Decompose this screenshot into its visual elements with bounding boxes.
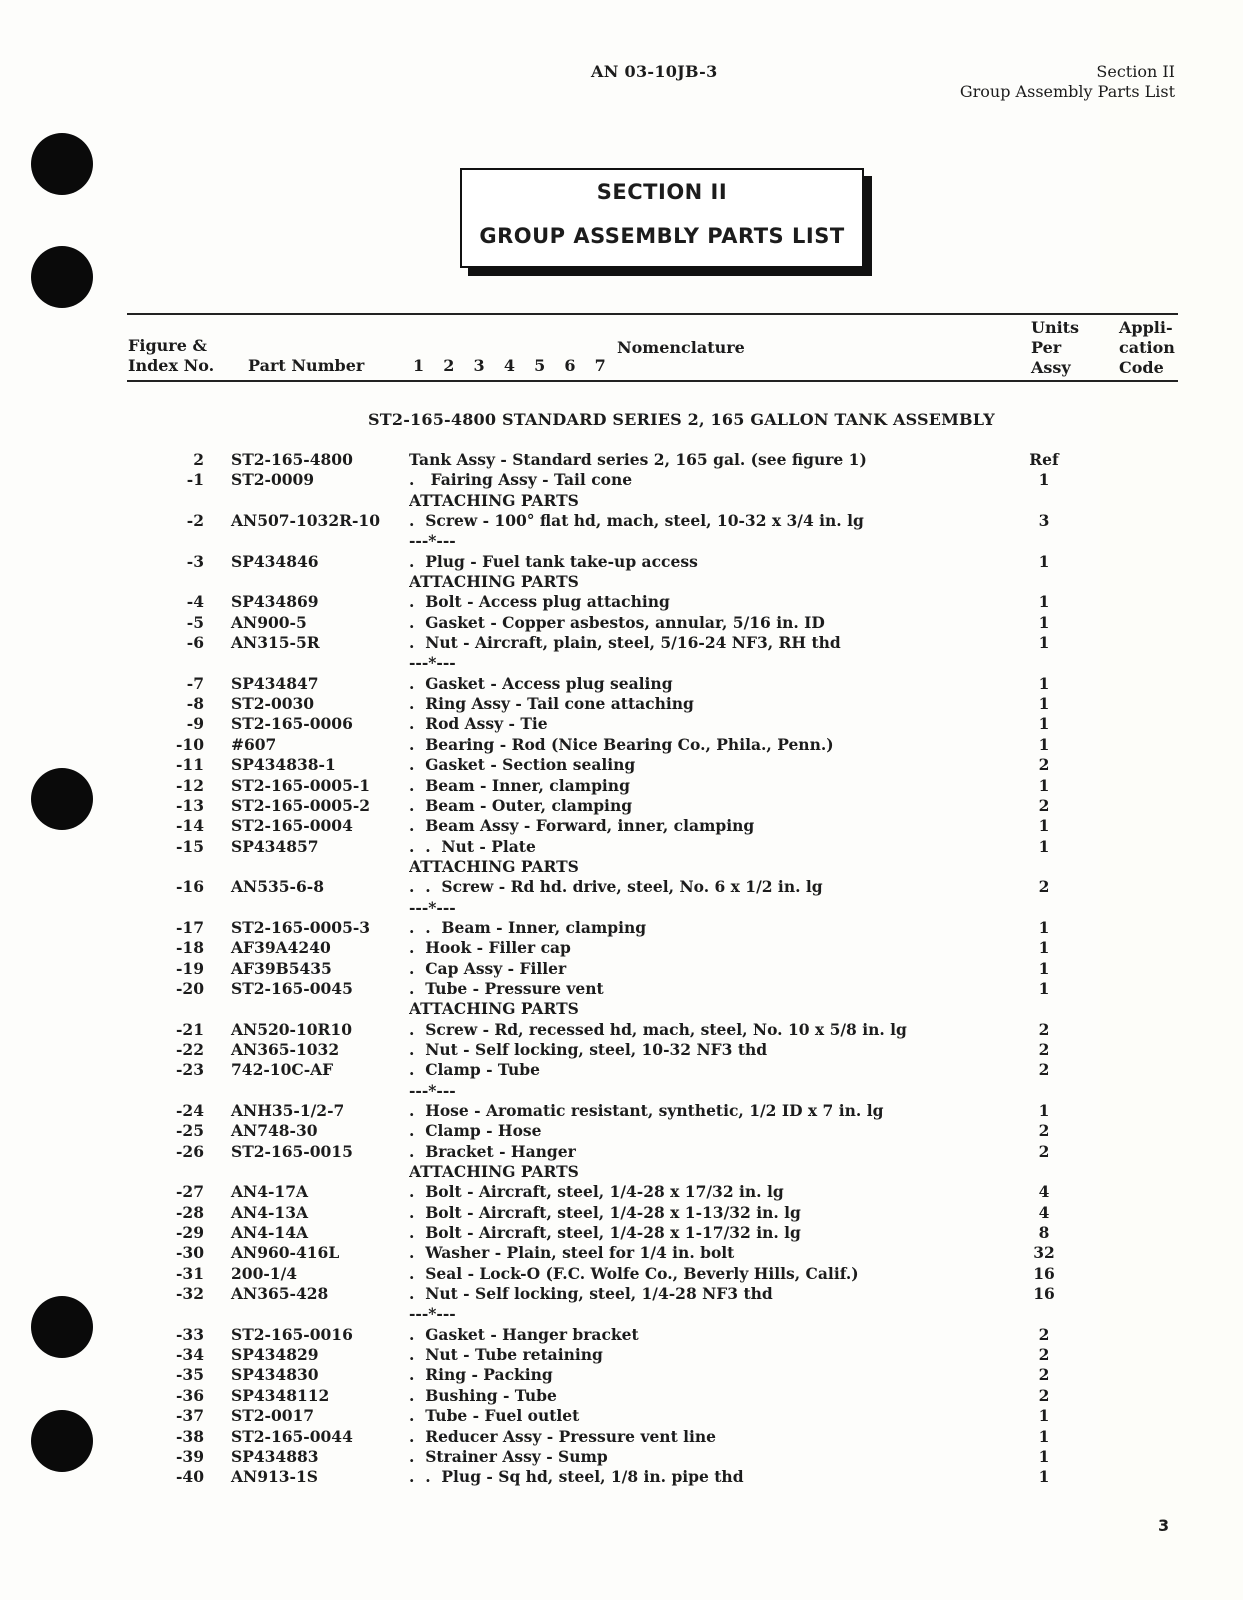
part-number: SP434857 <box>231 836 319 856</box>
table-row <box>0 714 1243 734</box>
index-number: -35 <box>175 1365 204 1385</box>
table-row <box>0 1345 1243 1365</box>
nomenclature: ---*--- <box>409 897 456 917</box>
table-row <box>0 633 1243 653</box>
binder-hole-2 <box>31 246 93 308</box>
table-row <box>0 1223 1243 1243</box>
nomenclature: . Tube - Fuel outlet . . . <box>409 1406 994 1426</box>
part-number: 200-1/4 <box>231 1263 298 1283</box>
attaching-parts-separator <box>0 898 1243 918</box>
table-row <box>0 1121 1243 1141</box>
table-row <box>0 1365 1243 1385</box>
table-row <box>0 938 1243 958</box>
nomenclature: . Gasket - Access plug sealing . . . <box>409 674 994 694</box>
nomenclature: . Bushing - Tube . . . <box>409 1386 994 1406</box>
attaching-parts-separator <box>0 653 1243 673</box>
part-number: ST2-165-0016 <box>231 1324 353 1344</box>
nomenclature: . Nut - Aircraft, plain, steel, 5/16-24 NF3, RH thd . . . <box>409 633 994 653</box>
nomenclature: . Nut - Tube retaining . . . <box>409 1345 994 1365</box>
nomenclature: . Tube - Pressure vent . . . <box>409 979 994 999</box>
units-per-assy: 16 <box>1033 1284 1055 1304</box>
nomenclature: . Reducer Assy - Pressure vent line . . . <box>409 1427 994 1447</box>
nomenclature: . Bolt - Access plug attaching . . . <box>409 592 994 612</box>
nomenclature: . Clamp - Tube . . . <box>409 1060 994 1080</box>
section-title-box <box>460 168 864 268</box>
units-per-assy: 2 <box>1038 1121 1050 1141</box>
table-row <box>0 1447 1243 1467</box>
index-number: -1 <box>186 470 204 490</box>
index-number: -37 <box>175 1406 204 1426</box>
attaching-parts-separator <box>0 531 1243 551</box>
table-row <box>0 1142 1243 1162</box>
units-per-assy: 1 <box>1038 1467 1050 1487</box>
part-number: ST2-0009 <box>231 470 315 490</box>
nomenclature: . Fairing Assy - Tail cone . . . <box>409 470 994 490</box>
index-number: -40 <box>175 1467 204 1487</box>
index-number: -29 <box>175 1223 204 1243</box>
nomenclature: ATTACHING PARTS <box>409 999 579 1019</box>
units-per-assy: 32 <box>1033 1243 1055 1263</box>
index-number: -6 <box>186 633 204 653</box>
table-row <box>0 1284 1243 1304</box>
nomenclature: ATTACHING PARTS <box>409 490 579 510</box>
table-row <box>0 694 1243 714</box>
table-row <box>0 1182 1243 1202</box>
page-number: 3 <box>1158 1516 1170 1535</box>
nomenclature: . Bracket - Hanger . . . <box>409 1142 994 1162</box>
table-top-rule <box>127 313 1178 315</box>
index-number: -27 <box>175 1182 204 1202</box>
units-per-assy: 1 <box>1038 714 1050 734</box>
part-number: ANH35-1/2-7 <box>231 1101 345 1120</box>
nomenclature: ---*--- <box>409 653 456 673</box>
nomenclature: . Ring - Packing . . . <box>409 1365 994 1385</box>
assembly-title: ST2-165-4800 STANDARD SERIES 2, 165 GALLON TANK ASSEMBLY <box>368 410 995 429</box>
nomenclature: . Gasket - Copper asbestos, annular, 5/16 in. ID . . . <box>409 613 994 633</box>
index-number: -11 <box>175 755 204 775</box>
part-number: AN913-1S <box>231 1467 318 1487</box>
units-per-assy: 1 <box>1038 633 1050 653</box>
index-number: 2 <box>193 450 204 469</box>
nomenclature: ---*--- <box>409 1080 456 1100</box>
nomenclature: . Strainer Assy - Sump . . . <box>409 1447 994 1467</box>
index-number: -24 <box>175 1101 204 1120</box>
table-row <box>0 592 1243 612</box>
units-per-assy: 4 <box>1038 1182 1050 1202</box>
part-number: AN900-5 <box>231 612 307 632</box>
part-number: SP434829 <box>231 1345 319 1365</box>
nomenclature: . . Screw - Rd hd. drive, steel, No. 6 x 1/2 in. lg . . . <box>409 877 994 897</box>
units-per-assy: 1 <box>1038 1446 1050 1466</box>
units-per-assy: 2 <box>1038 1039 1050 1059</box>
part-number: ST2-165-0005-3 <box>231 917 371 937</box>
nomenclature: . . Nut - Plate . . . <box>409 837 994 857</box>
attaching-parts-label <box>0 857 1243 877</box>
table-row <box>0 1325 1243 1345</box>
part-number: SP434830 <box>231 1365 319 1385</box>
units-per-assy: 1 <box>1038 978 1050 998</box>
index-number: -3 <box>186 551 204 571</box>
nomenclature: . . Beam - Inner, clamping . . . <box>409 918 994 938</box>
units-per-assy: 2 <box>1038 755 1050 775</box>
part-number: AN4-13A <box>231 1202 309 1222</box>
table-row <box>0 552 1243 572</box>
nomenclature: . . Plug - Sq hd, steel, 1/8 in. pipe thd . . . <box>409 1467 994 1487</box>
section-title: Group Assembly Parts List <box>959 82 1175 101</box>
nomenclature: ---*--- <box>409 531 456 551</box>
table-row <box>0 1406 1243 1426</box>
index-number: -21 <box>175 1019 204 1039</box>
index-number: -36 <box>175 1385 204 1405</box>
units-per-assy: Ref <box>1029 450 1059 469</box>
index-number: -10 <box>175 734 204 754</box>
index-number: -30 <box>175 1243 204 1263</box>
nomenclature: . Gasket - Section sealing . . . <box>409 755 994 775</box>
index-number: -38 <box>175 1426 204 1446</box>
part-number: SP434846 <box>231 551 319 571</box>
nomenclature: . Bolt - Aircraft, steel, 1/4-28 x 1-13/32 in. lg . . . <box>409 1203 994 1223</box>
part-number: ST2-165-0045 <box>231 978 353 998</box>
nomenclature: . Beam Assy - Forward, inner, clamping . . . <box>409 816 994 836</box>
part-number: ST2-165-0005-2 <box>231 795 371 815</box>
part-number: SP434847 <box>231 673 319 693</box>
index-number: -25 <box>175 1121 204 1141</box>
attaching-parts-label <box>0 491 1243 511</box>
nomenclature: . Nut - Self locking, steel, 1/4-28 NF3 thd . . . <box>409 1284 994 1304</box>
binder-hole-1 <box>31 133 93 195</box>
table-row <box>0 470 1243 490</box>
nomenclature: . Hose - Aromatic resistant, synthetic, 1/2 ID x 7 in. lg . . . <box>409 1101 994 1121</box>
index-number: -16 <box>175 877 204 897</box>
units-per-assy: 1 <box>1038 1101 1050 1120</box>
nomenclature: . Hook - Filler cap . . . <box>409 938 994 958</box>
table-row <box>0 877 1243 897</box>
part-number: ST2-165-0005-1 <box>231 775 371 795</box>
table-row <box>0 755 1243 775</box>
nomenclature: . Beam - Inner, clamping . . . <box>409 776 994 796</box>
nomenclature: . Beam - Outer, clamping . . . <box>409 796 994 816</box>
table-row <box>0 674 1243 694</box>
part-number: AN365-1032 <box>231 1039 340 1059</box>
index-number: -32 <box>175 1284 204 1304</box>
part-number: AN748-30 <box>231 1121 318 1141</box>
units-per-assy: 1 <box>1038 612 1050 632</box>
nomenclature: ATTACHING PARTS <box>409 856 579 876</box>
index-number: -8 <box>186 694 204 714</box>
index-number: -5 <box>186 612 204 632</box>
index-number: -34 <box>175 1345 204 1365</box>
index-number: -26 <box>175 1141 204 1161</box>
part-number: SP434883 <box>231 1446 319 1466</box>
nomenclature: . Clamp - Hose . . . <box>409 1121 994 1141</box>
units-per-assy: 1 <box>1038 917 1050 937</box>
part-number: ST2-0017 <box>231 1406 315 1426</box>
index-number: -4 <box>186 592 204 612</box>
units-per-assy: 1 <box>1038 958 1050 978</box>
units-per-assy: 1 <box>1038 938 1050 958</box>
units-per-assy: 2 <box>1038 1060 1050 1080</box>
index-number: -33 <box>175 1324 204 1344</box>
units-per-assy: 1 <box>1038 694 1050 714</box>
part-number: SP434869 <box>231 592 319 612</box>
units-per-assy: 2 <box>1038 1141 1050 1161</box>
table-row <box>0 511 1243 531</box>
part-number: SP434838-1 <box>231 755 336 775</box>
part-number: AN535-6-8 <box>231 877 324 897</box>
part-number: ST2-165-0004 <box>231 816 353 836</box>
part-number: AN960-416L <box>231 1243 340 1263</box>
part-number: 742-10C-AF <box>231 1060 334 1080</box>
part-number: AN507-1032R-10 <box>231 511 381 531</box>
nomenclature: . Washer - Plain, steel for 1/4 in. bolt . . . <box>409 1243 994 1263</box>
index-number: -23 <box>175 1060 204 1080</box>
table-row <box>0 796 1243 816</box>
nomenclature: . Gasket - Hanger bracket . . . <box>409 1325 994 1345</box>
nomenclature: . Plug - Fuel tank take-up access . . . <box>409 552 994 572</box>
attaching-parts-separator <box>0 1304 1243 1324</box>
nomenclature: . Cap Assy - Filler . . . <box>409 959 994 979</box>
units-per-assy: 2 <box>1038 1365 1050 1385</box>
part-number: AF39B5435 <box>231 958 332 978</box>
part-number: #607 <box>231 734 277 754</box>
units-per-assy: 1 <box>1038 592 1050 612</box>
table-row <box>0 776 1243 796</box>
units-per-assy: 2 <box>1038 1345 1050 1365</box>
nomenclature: Tank Assy - Standard series 2, 165 gal. (see figure 1) . . . <box>409 450 994 470</box>
table-header-rule <box>127 380 1178 382</box>
index-number: -19 <box>175 958 204 978</box>
table-row <box>0 1040 1243 1060</box>
index-number: -39 <box>175 1446 204 1466</box>
part-number: AN365-428 <box>231 1284 329 1304</box>
units-per-assy: 1 <box>1038 470 1050 490</box>
index-number: -18 <box>175 938 204 958</box>
part-number: AN4-17A <box>231 1182 309 1202</box>
index-number: -22 <box>175 1039 204 1059</box>
table-row <box>0 1243 1243 1263</box>
title-box-line1: SECTION II <box>596 180 728 204</box>
index-number: -15 <box>175 836 204 856</box>
nomenclature: . Rod Assy - Tie . . . <box>409 714 994 734</box>
table-row <box>0 918 1243 938</box>
units-per-assy: 16 <box>1033 1263 1055 1283</box>
index-number: -20 <box>175 978 204 998</box>
index-number: -17 <box>175 917 204 937</box>
col-header-figure-index: Figure & Index No. <box>128 336 215 375</box>
attaching-parts-separator <box>0 1081 1243 1101</box>
table-row <box>0 450 1243 470</box>
part-number: ST2-165-4800 <box>231 450 353 469</box>
units-per-assy: 1 <box>1038 816 1050 836</box>
index-number: -7 <box>186 673 204 693</box>
index-number: -9 <box>186 714 204 734</box>
table-row <box>0 1020 1243 1040</box>
col-header-part-number: Part Number <box>248 356 365 375</box>
units-per-assy: 4 <box>1038 1202 1050 1222</box>
nomenclature: . Bearing - Rod (Nice Bearing Co., Phila., Penn.) . . . <box>409 735 994 755</box>
nomenclature: . Ring Assy - Tail cone attaching . . . <box>409 694 994 714</box>
table-row <box>0 1203 1243 1223</box>
units-per-assy: 1 <box>1038 1426 1050 1446</box>
col-header-nomenclature: Nomenclature <box>617 338 745 357</box>
nomenclature: . Bolt - Aircraft, steel, 1/4-28 x 17/32 in. lg . . . <box>409 1182 994 1202</box>
nomenclature: . Nut - Self locking, steel, 10-32 NF3 thd . . . <box>409 1040 994 1060</box>
part-number: AF39A4240 <box>231 938 331 958</box>
nomenclature: . Seal - Lock-O (F.C. Wolfe Co., Beverly Hills, Calif.) . . . <box>409 1264 994 1284</box>
nomenclature: ---*--- <box>409 1304 456 1324</box>
title-box-line2: GROUP ASSEMBLY PARTS LIST <box>479 224 845 248</box>
part-number: AN315-5R <box>231 633 320 653</box>
nomenclature: . Screw - Rd, recessed hd, mach, steel, No. 10 x 5/8 in. lg . . . <box>409 1020 994 1040</box>
attaching-parts-label <box>0 1162 1243 1182</box>
attaching-parts-label <box>0 572 1243 592</box>
running-header <box>960 62 1175 102</box>
table-row <box>0 1264 1243 1284</box>
part-number: ST2-165-0006 <box>231 714 353 734</box>
part-number: ST2-165-0015 <box>231 1141 353 1161</box>
part-number: ST2-0030 <box>231 694 315 714</box>
table-row <box>0 979 1243 999</box>
parts-list <box>0 450 1243 1488</box>
units-per-assy: 2 <box>1038 1019 1050 1039</box>
table-row <box>0 837 1243 857</box>
units-per-assy: 2 <box>1038 877 1050 897</box>
units-per-assy: 1 <box>1038 673 1050 693</box>
index-number: -2 <box>186 511 204 531</box>
part-number: AN520-10R10 <box>231 1019 353 1039</box>
document-number: AN 03-10JB-3 <box>591 62 718 81</box>
table-row <box>0 1467 1243 1487</box>
table-row <box>0 735 1243 755</box>
table-row <box>0 959 1243 979</box>
table-row <box>0 613 1243 633</box>
col-header-indent-levels: 1 2 3 4 5 6 7 <box>413 356 606 375</box>
table-row <box>0 1101 1243 1121</box>
section-label: Section II <box>1096 62 1175 81</box>
units-per-assy: 2 <box>1038 1385 1050 1405</box>
units-per-assy: 1 <box>1038 775 1050 795</box>
col-header-units-per-assy: Units Per Assy <box>1031 318 1080 377</box>
units-per-assy: 1 <box>1038 1406 1050 1426</box>
units-per-assy: 1 <box>1038 734 1050 754</box>
nomenclature: ATTACHING PARTS <box>409 1162 579 1182</box>
table-row <box>0 1427 1243 1447</box>
index-number: -14 <box>175 816 204 836</box>
index-number: -28 <box>175 1202 204 1222</box>
units-per-assy: 2 <box>1038 1324 1050 1344</box>
nomenclature: . Bolt - Aircraft, steel, 1/4-28 x 1-17/32 in. lg . . . <box>409 1223 994 1243</box>
index-number: -12 <box>175 775 204 795</box>
col-header-application-code: Appli- cation Code <box>1119 318 1175 377</box>
table-row <box>0 1060 1243 1080</box>
units-per-assy: 1 <box>1038 551 1050 571</box>
part-number: AN4-14A <box>231 1223 309 1243</box>
part-number: ST2-165-0044 <box>231 1426 353 1446</box>
units-per-assy: 2 <box>1038 795 1050 815</box>
units-per-assy: 1 <box>1038 836 1050 856</box>
attaching-parts-label <box>0 999 1243 1019</box>
units-per-assy: 3 <box>1038 511 1050 531</box>
table-row <box>0 1386 1243 1406</box>
part-number: SP4348112 <box>231 1385 330 1405</box>
index-number: -31 <box>175 1263 204 1283</box>
nomenclature: ATTACHING PARTS <box>409 572 579 592</box>
nomenclature: . Screw - 100° flat hd, mach, steel, 10-32 x 3/4 in. lg . . . <box>409 511 994 531</box>
units-per-assy: 8 <box>1038 1223 1050 1243</box>
table-row <box>0 816 1243 836</box>
index-number: -13 <box>175 795 204 815</box>
